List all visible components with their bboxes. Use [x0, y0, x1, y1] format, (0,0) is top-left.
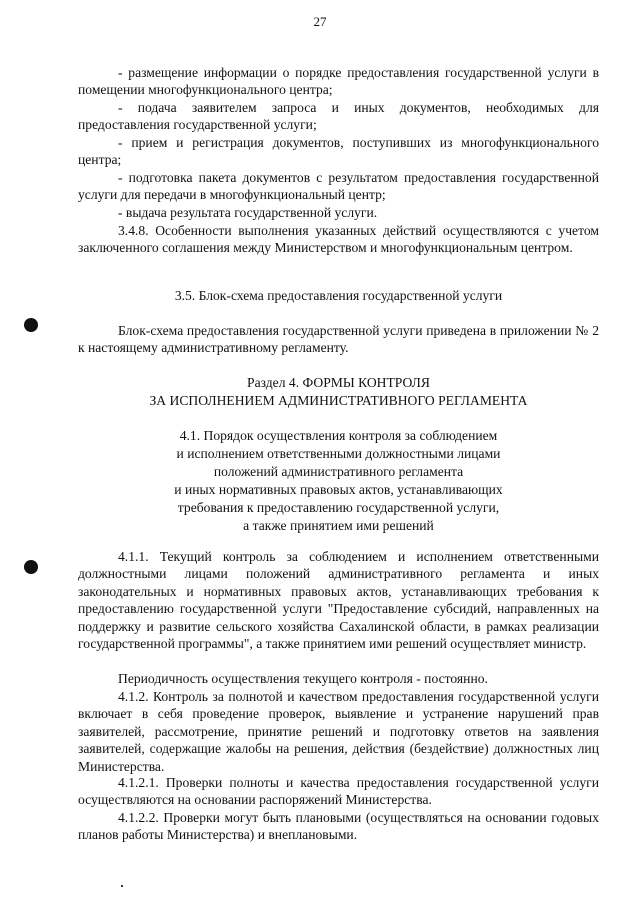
subsection-title-line: и иных нормативных правовых актов, устанавливающих: [174, 482, 503, 497]
binder-hole-mark: [24, 318, 38, 332]
page-number: 27: [313, 14, 327, 29]
section-title-line-1: Раздел 4. ФОРМЫ КОНТРОЛЯ: [247, 375, 430, 390]
subsection-title-line: 4.1. Порядок осуществления контроля за соблюдением: [179, 428, 498, 443]
paragraph-periodicity: Периодичность осуществления текущего контроля - постоянно.: [118, 671, 488, 686]
scan-speck: [121, 885, 123, 887]
binder-hole-mark: [24, 560, 38, 574]
list-item: - размещение информации о порядке предоставления государственной услуги в помещении многофункционального центра;: [78, 65, 599, 98]
paragraph-3-4-8: 3.4.8. Особенности выполнения указанных действий осуществляются с учетом заключенного соглашения между Министерством и многофункциональным центром.: [78, 223, 599, 256]
paragraph-4-1-2-2: 4.1.2.2. Проверки могут быть плановыми (осуществляться на основании годовых планов работы Министерства) и внеплановыми.: [78, 810, 599, 843]
paragraph-4-1-2-1: 4.1.2.1. Проверки полноты и качества предоставления государственной услуги осуществляются на основании распоряжений Министерства.: [78, 775, 599, 808]
subsection-title-line: и исполнением ответственными должностными лицами: [176, 446, 501, 461]
list-item: - выдача результата государственной услуги.: [118, 205, 378, 220]
list-item: - подача заявителем запроса и иных документов, необходимых для предоставления государственной услуги;: [78, 100, 599, 133]
subsection-title-line: а также принятием ими решений: [243, 518, 434, 533]
heading-3-5: 3.5. Блок-схема предоставления государственной услуги: [174, 288, 503, 303]
list-item: - прием и регистрация документов, поступивших из многофункционального центра;: [78, 135, 599, 168]
list-item: - подготовка пакета документов с результатом предоставления государственной услуги для передачи в многофункциональный центр;: [78, 170, 599, 203]
subsection-title-line: положений административного регламента: [213, 464, 464, 479]
paragraph-4-1-2: 4.1.2. Контроль за полнотой и качеством предоставления государственной услуги включает в себя проведение проверок, выявление и устранение нарушений прав заявителей, рассмотрение, принятие решений и подготовку ответов на заявления заявителей, содержащие жалобы на решения, действия (бездействие) должностных лиц Министерства.: [78, 689, 599, 774]
paragraph-block-scheme: Блок-схема предоставления государственной услуги приведена в приложении № 2 к настоящему административному регламенту.: [78, 323, 599, 356]
section-title-line-2: ЗА ИСПОЛНЕНИЕМ АДМИНИСТРАТИВНОГО РЕГЛАМЕНТА: [149, 393, 528, 408]
subsection-title-line: требования к предоставлению государственной услуги,: [177, 500, 500, 515]
paragraph-4-1-1: 4.1.1. Текущий контроль за соблюдением и исполнением ответственными должностными лицами положений административного регламента и иных законодательных и нормативных правовых актов, устанавливающих требования к предоставлению государственной услуги "Предоставление субсидий, направленных на поддержку и развитие сельского хозяйства Сахалинской области, в рамках реализации государственной программы", а также принятием ими решений осуществляет министр.: [78, 549, 599, 652]
